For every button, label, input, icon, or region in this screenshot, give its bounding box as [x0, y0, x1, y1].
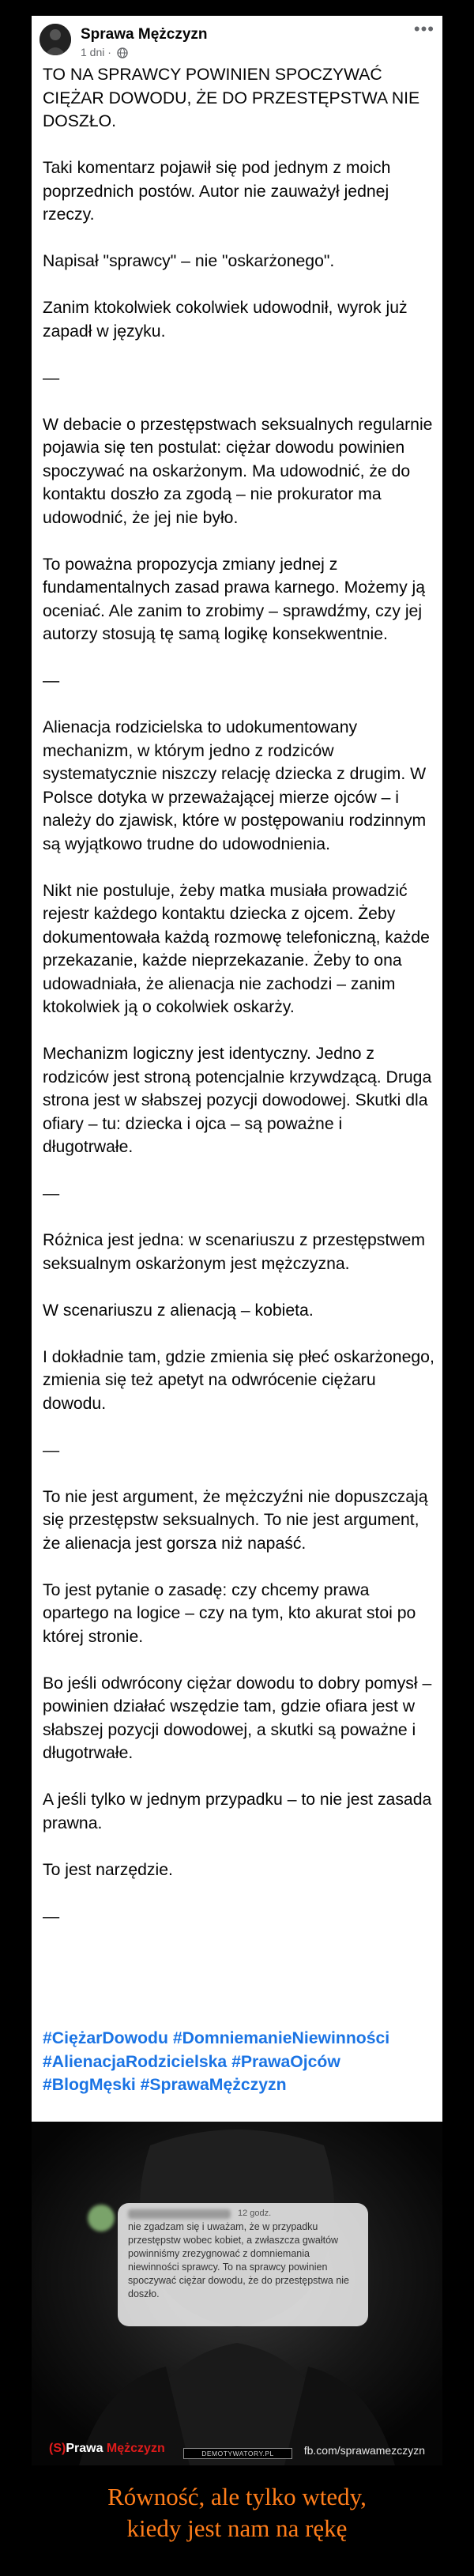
brand-logo-text — [49, 2442, 165, 2456]
post-paragraph: Mechanizm logiczny jest identyczny. Jedno z rodziców jest stroną potencjalnie krzywdzącą. Druga strona jest w słabszej pozycji dowodowej. Skutki dla ofiary – tu: dziecka i ojca – są poważne i długotrwałe. — [43, 1045, 437, 1156]
post-paragraph: — — [43, 1907, 60, 1926]
post-paragraph: Napisał "sprawcy" – nie "oskarżonego". — [43, 252, 335, 270]
post-paragraph: — — [43, 1441, 60, 1459]
caption-line-1: Równość, ale tylko wtedy, — [107, 2483, 367, 2510]
comment-text: nie zgadzam się i uważam, że w przypadku przestępstw wobec kobiet, a zwłaszcza gwałtów powinniśmy zrezygnować z domniemania niewinności sprawcy. To na sprawcy powinien spoczywać ciężar dowodu, że do przestępstwa nie doszło. — [128, 2221, 350, 2299]
commenter-name-blurred — [128, 2209, 231, 2219]
comment-time: 12 godz. — [238, 2209, 272, 2218]
author-avatar[interactable] — [40, 24, 71, 55]
commenter-avatar-blurred — [88, 2205, 115, 2231]
post-paragraph: Zanim ktokolwiek cokolwiek udowodnił, wyrok już zapadł w języku. — [43, 299, 412, 341]
post-body — [43, 63, 439, 1952]
hashtag-link[interactable]: #DomniemanieNiewinności — [172, 2029, 390, 2047]
globe-icon — [117, 47, 128, 61]
post-time[interactable]: 1 dni — [81, 46, 105, 58]
post-paragraph: W scenariuszu z alienacją – kobieta. — [43, 1301, 314, 1320]
post-paragraph: — — [43, 672, 60, 690]
post-paragraph: Różnica jest jedna: w scenariuszu z przestępstwem seksualnym oskarżonym jest mężczyzna. — [43, 1231, 430, 1273]
hashtag-link[interactable]: #SprawaMężczyzn — [140, 2076, 287, 2094]
facebook-link: fb.com/sprawamezczyzn — [303, 2444, 425, 2457]
post-paragraph: To jest pytanie o zasadę: czy chcemy prawa opartego na logice – czy na tym, kto akurat stoi po której stronie. — [43, 1580, 421, 1646]
post-paragraph: Nikt nie postuluje, żeby matka musiała prowadzić rejestr każdego kontaktu dziecka z ojcem. Żeby dokumentowała każdą rozmowę telefoniczną, każde przekazanie, każde nieprzekazanie. Żeby to ona udowadniała, że alienacja nie zachodzi – zanim ktokolwiek ją o cokolwiek oskarży. — [43, 881, 434, 1016]
post-paragraph: To nie jest argument, że mężczyźni nie dopuszczają się przestępstw seksualnych. To nie jest argument, że alienacja jest gorsza niż napaść. — [43, 1487, 433, 1553]
brand-word-2: Mężczyzn — [106, 2442, 165, 2455]
post-paragraph: A jeśli tylko w jednym przypadku – to nie jest zasada prawna. — [43, 1791, 437, 1832]
avatar-figure-icon — [40, 24, 71, 55]
post-paragraph: — — [43, 1184, 60, 1203]
watermark-badge: DEMOTYWATORY.PL — [183, 2448, 292, 2459]
caption-line-2: kiedy jest nam na rękę — [126, 2514, 348, 2542]
post-paragraph: To poważna propozycja zmiany jednej z fundamentalnych zasad prawa karnego. Możemy ją oceniać. Ale zanim to zrobimy – sprawdźmy, czy jej autorzy stosują tę samą logikę konsekwentnie. — [43, 555, 430, 643]
hashtag-link[interactable]: #CiężarDowodu — [43, 2029, 168, 2047]
facebook-post-card — [32, 16, 442, 2465]
post-paragraph: TO NA SPRAWCY POWINIEN SPOCZYWAĆ CIĘŻAR DOWODU, ŻE DO PRZESTĘPSTWA NIE DOSZŁO. — [43, 66, 425, 130]
hashtag-link[interactable]: #BlogMęski — [43, 2076, 136, 2094]
more-dots-icon[interactable]: ••• — [413, 19, 434, 39]
post-paragraph: To jest narzędzie. — [43, 1860, 173, 1879]
author-name[interactable]: Sprawa Mężczyzn — [81, 26, 208, 43]
brand-prefix: (S) — [49, 2442, 66, 2455]
demotivator-caption — [0, 2481, 474, 2544]
post-image[interactable] — [32, 2122, 442, 2465]
post-paragraph: Bo jeśli odwrócony ciężar dowodu to dobry pomysł – powinien działać wszędzie tam, gdzie ofiara jest w słabszej pozycji dowodowej, a skutki są poważne i długotrwałe. — [43, 1674, 437, 1762]
post-paragraph: Alienacja rodzicielska to udokumentowany mechanizm, w którym jedno z rodziców systematycznie niszczy relację dziecka z drugim. W Polsce dotyka w przeważającej mierze ojców – i należy do zjawisk, które w postępowaniu rodzinnym są wyjątkowo trudne do udowodnienia. — [43, 718, 431, 853]
post-paragraph: W debacie o przestępstwach seksualnych regularnie pojawia się ten postulat: ciężar dowodu powinien spoczywać na oskarżonym. Ma udowodnić, że do kontaktu doszło za zgodą – nie prokurator ma udowodnić, że jej nie było. — [43, 415, 438, 527]
brand-word-1: Prawa — [66, 2442, 103, 2455]
hashtag-link[interactable]: #PrawaOjców — [231, 2052, 340, 2071]
post-header — [32, 16, 442, 63]
quoted-comment-bubble — [118, 2203, 368, 2326]
post-paragraph: I dokładnie tam, gdzie zmienia się płeć oskarżonego, zmienia się też apetyt na odwrócenie ciężaru dowodu. — [43, 1347, 439, 1413]
post-paragraph: — — [43, 368, 60, 387]
hashtag-link[interactable]: #AlienacjaRodzicielska — [43, 2052, 228, 2071]
post-paragraph: Taki komentarz pojawił się pod jednym z moich poprzednich postów. Autor nie zauważył jednej rzeczy. — [43, 159, 396, 224]
hashtag-list — [43, 2027, 438, 2097]
post-meta: 1 dni · — [81, 46, 128, 61]
